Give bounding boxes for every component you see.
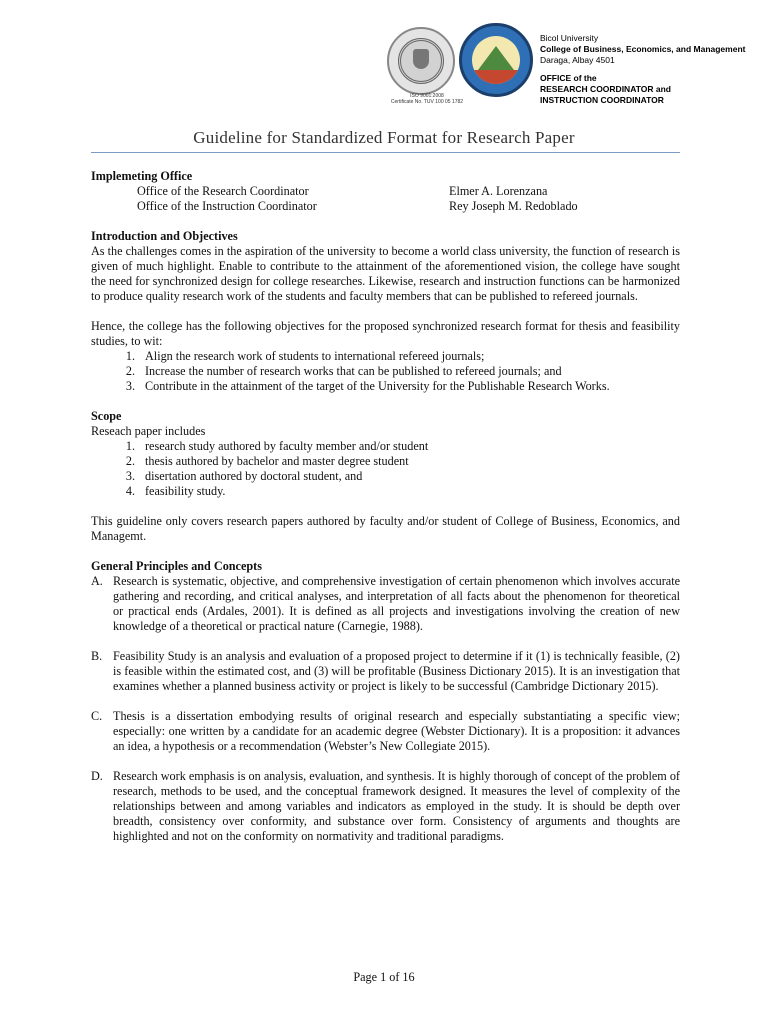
intro-paragraph-1: As the challenges comes in the aspiration of the university to become a world class university, the function of research is given of much highlight. Enable to contribute to the attainment of the aforementioned vision, the college have sought the need for synchronized design for college researches. Likewise, research and instruction functions can be harmonized to produce quality research work of the students and faculty members that can be published to refereed journals. — [91, 244, 680, 303]
title-divider — [91, 152, 680, 153]
list-item: C. Thesis is a dissertation embodying results of original research and especially substantiating a specific view; especially: one written by a candidate for an academic degree (Webster Dictionary). It is a proposition: it advances an idea, a hypothesis or a recommendation (Webster’s New Collegiate 2015). — [91, 709, 680, 753]
scope-lead: Reseach paper includes — [91, 424, 206, 438]
university-name: Bicol University — [540, 33, 599, 43]
college-name: College of Business, Economics, and Management — [540, 44, 746, 54]
university-seal-logo — [387, 27, 455, 95]
office-name: Office of the Instruction Coordinator — [137, 199, 317, 213]
list-item: 3. Contribute in the attainment of the target of the University for the Publishable Research Works. — [125, 379, 610, 393]
page-number: Page 1 of 16 — [353, 970, 415, 984]
scope-note: This guideline only covers research papers authored by faculty and/or student of College of Business, Economics, and Managemt. — [91, 514, 680, 543]
office-person: Elmer A. Lorenzana — [449, 184, 548, 198]
list-item: A. Research is systematic, objective, and comprehensive investigation of certain phenomenon which involves accurate gathering and recording, and critical analyses, and interpretation of all facts about the phenomenon for theoretical or practical ends (Ardales, 2001). It is defined as all projects and investigations involving the creation of new knowledge of a theoretical or practical nature (Carnegie, 1988). — [91, 574, 680, 633]
principles-heading: General Principles and Concepts — [91, 559, 262, 573]
letterhead — [0, 0, 768, 120]
office-line-1: OFFICE of the — [540, 73, 597, 83]
list-item: 4. feasibility study. — [125, 484, 226, 498]
iso-certificate-number: Certificate No. TUV 100 05 1782 — [390, 99, 464, 105]
list-item: 2. Increase the number of research works that can be published to refereed journals; and — [125, 364, 562, 378]
intro-heading: Introduction and Objectives — [91, 229, 238, 243]
principles-list — [91, 574, 680, 844]
institution-block — [540, 33, 768, 106]
list-item: D. Research work emphasis is on analysis, evaluation, and synthesis. It is highly thorough of concept of the problem of research, methods to be used, and the conceptual framework designed. It measures the level of complexity of the relationships between and among variables and indicators as employed in the study. It is should be depth over breadth, consistency over conformity, and substance over form. Consistency of arguments and thoughts are highlighted and not on the conformity on normativity and traditional paradigms. — [91, 769, 680, 843]
office-row — [91, 184, 680, 199]
objectives-list — [91, 349, 680, 394]
office-name: Office of the Research Coordinator — [137, 184, 309, 198]
college-seal-logo — [459, 23, 533, 97]
iso-standard: ISO 9001:2008 — [410, 93, 444, 99]
list-item: 1. research study authored by faculty member and/or student — [125, 439, 429, 453]
office-person: Rey Joseph M. Redoblado — [449, 199, 578, 213]
office-line-2: RESEARCH COORDINATOR and — [540, 84, 671, 94]
scope-list — [91, 439, 680, 499]
list-item: 1. Align the research work of students to international refereed journals; — [125, 349, 485, 363]
address: Daraga, Albay 4501 — [540, 55, 615, 65]
implementing-heading: Implemeting Office — [91, 169, 193, 183]
office-line-3: INSTRUCTION COORDINATOR — [540, 95, 664, 105]
document-title: Guideline for Standardized Format for Research Paper — [193, 128, 575, 147]
office-row — [91, 199, 680, 214]
scope-heading: Scope — [91, 409, 122, 423]
list-item: B. Feasibility Study is an analysis and evaluation of a proposed project to determine if it (1) is technically feasible, (2) is feasible within the estimated cost, and (3) will be profitable (Business Dictionary 2015). It is an investigation that examines whether a planned business activity or project is likely to be successful (Cambridge Dictionary 2015). — [91, 649, 680, 693]
list-item: 3. disertation authored by doctoral student, and — [125, 469, 363, 483]
intro-paragraph-2: Hence, the college has the following objectives for the proposed synchronized research format for thesis and feasibility studies, to wit: — [91, 319, 680, 348]
iso-certification — [384, 93, 470, 105]
list-item: 2. thesis authored by bachelor and master degree student — [125, 454, 409, 468]
document-body — [91, 169, 680, 844]
